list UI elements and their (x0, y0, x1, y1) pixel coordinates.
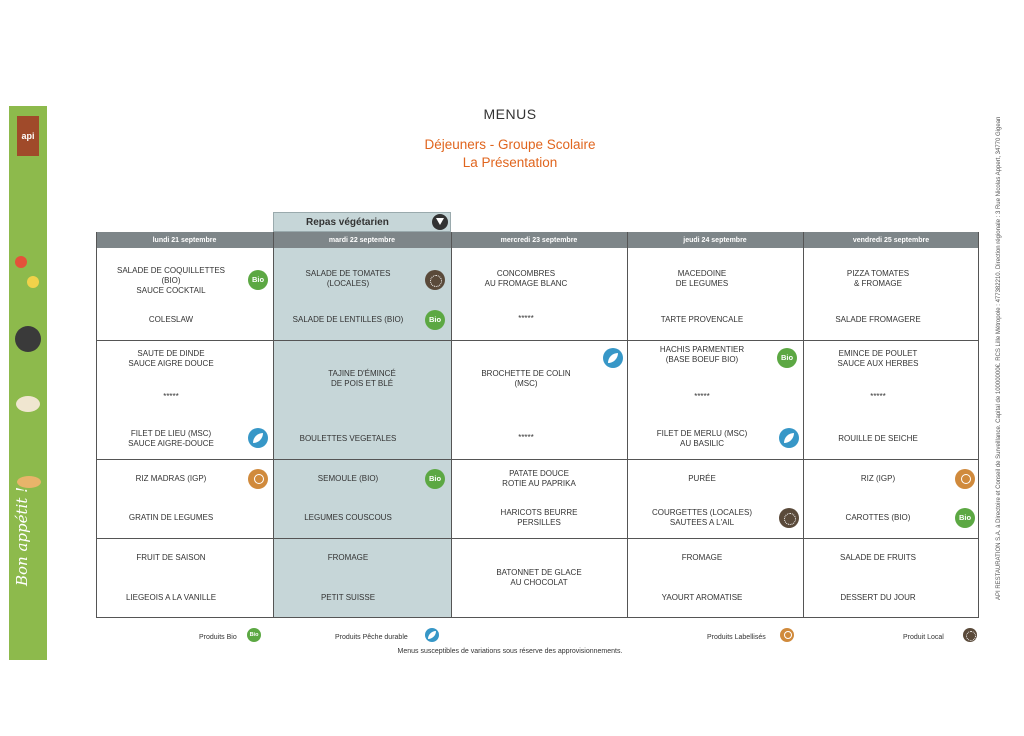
menu-item: SALADE DE TOMATES (LOCALES) (305, 269, 391, 288)
menu-item: DESSERT DU JOUR (840, 593, 916, 602)
decorative-scale-icon (15, 326, 41, 352)
menu-item-separator: ***** (694, 392, 710, 401)
menu-item: FILET DE MERLU (MSC) AU BASILIC (656, 429, 748, 448)
grid-line (96, 538, 979, 539)
menu-item: SAUTE DE DINDE SAUCE AIGRE DOUCE (128, 349, 214, 368)
disclaimer-note: Menus susceptibles de variations sous réserve des approvisionnements. (397, 648, 623, 655)
day-header-lundi: lundi 21 septembre (96, 232, 273, 248)
grid-line (96, 340, 979, 341)
bio-icon (425, 310, 445, 330)
api-logo: api (17, 116, 39, 156)
legend-local-label: Produit Local (903, 634, 944, 641)
menu-item: PETIT SUISSE (320, 593, 376, 602)
menu-item: RIZ (IGP) (860, 474, 896, 483)
menu-item-separator: ***** (163, 392, 179, 401)
menu-item: SEMOULE (BIO) (317, 474, 379, 483)
menu-item: FRUIT DE SAISON (136, 553, 206, 562)
vegetarian-banner-label: Repas végétarien (306, 216, 389, 228)
decorative-number: 23 (15, 691, 60, 735)
menu-item-separator: ***** (518, 314, 534, 323)
peche-durable-icon (248, 428, 268, 448)
bon-appetit-text: Bon appétit ! (13, 486, 31, 586)
grid-line (978, 232, 979, 618)
menu-item: PURÉE (688, 474, 716, 483)
menu-item: BROCHETTE DE COLIN (MSC) (481, 369, 571, 388)
menu-item: GRATIN DE LEGUMES (128, 513, 214, 522)
decorative-side-strip (9, 106, 60, 735)
menu-item: FROMAGE (327, 553, 369, 562)
menu-item: LEGUMES COUSCOUS (304, 513, 392, 522)
menu-item: COURGETTES (LOCALES) SAUTEES A L'AIL (651, 508, 752, 527)
menu-item: PIZZA TOMATES & FROMAGE (846, 269, 910, 288)
peche-durable-icon (779, 428, 799, 448)
peche-durable-icon (425, 628, 439, 642)
day-header-mercredi: mercredi 23 septembre (451, 232, 627, 248)
menu-item-separator: ***** (518, 433, 534, 442)
day-header-mardi: mardi 22 septembre (273, 232, 451, 248)
decorative-tomato (15, 256, 27, 268)
menu-item: HARICOTS BEURRE PERSILLES (500, 508, 578, 527)
menu-item: FROMAGE (681, 553, 723, 562)
menu-item: SALADE DE COQUILLETTES (BIO) SAUCE COCKTAIL (116, 266, 226, 295)
menu-item: ROUILLE DE SEICHE (838, 434, 918, 443)
decorative-lemon (27, 276, 39, 288)
legend-peche-label: Produits Pêche durable (335, 634, 408, 641)
legend-bio-label: Produits Bio (199, 634, 237, 641)
vegetarian-icon (432, 214, 448, 230)
grid-line (96, 459, 979, 460)
menu-item: TAJINE D'ÉMINCÉ DE POIS ET BLÉ (328, 369, 396, 388)
grid-line (96, 617, 979, 618)
menu-item: MACEDOINE DE LEGUMES (675, 269, 729, 288)
label-icon (248, 469, 268, 489)
menu-item-separator: ***** (870, 392, 886, 401)
menu-item: RIZ MADRAS (IGP) (135, 474, 207, 483)
page-subtitle: Déjeuners - Groupe Scolaire (424, 137, 596, 152)
label-icon (955, 469, 975, 489)
menu-item: COLESLAW (148, 315, 194, 324)
menu-item: CONCOMBRES AU FROMAGE BLANC (484, 269, 568, 288)
label-icon (780, 628, 794, 642)
peche-durable-icon (603, 348, 623, 368)
page-title: MENUS (483, 106, 537, 122)
menu-item: FILET DE LIEU (MSC) SAUCE AIGRE-DOUCE (128, 429, 214, 448)
menu-item: EMINCE DE POULET SAUCE AUX HERBES (837, 349, 919, 368)
menu-item: HACHIS PARMENTIER (BASE BOEUF BIO) (659, 345, 745, 364)
bio-icon (425, 469, 445, 489)
menu-item: SALADE DE LENTILLES (BIO) (292, 315, 404, 324)
day-header-vendredi: vendredi 25 septembre (803, 232, 979, 248)
menu-item: SALADE DE FRUITS (839, 553, 916, 562)
menu-item: TARTE PROVENCALE (660, 315, 744, 324)
menu-item: CAROTTES (BIO) (845, 513, 911, 522)
menu-item: BOULETTES VEGETALES (299, 434, 397, 443)
bio-icon (955, 508, 975, 528)
menu-item: BATONNET DE GLACE AU CHOCOLAT (496, 568, 582, 587)
bio-icon (247, 628, 261, 642)
menu-item: PATATE DOUCE ROTIE AU PAPRIKA (502, 469, 576, 488)
bio-icon (248, 270, 268, 290)
menu-item: SALADE FROMAGERE (835, 315, 921, 324)
menu-table (96, 232, 979, 618)
decorative-bowl (16, 396, 40, 412)
legal-notice (996, 116, 1006, 600)
local-product-icon (425, 270, 445, 290)
menu-item: LIEGEOIS A LA VANILLE (125, 593, 217, 602)
bio-icon (777, 348, 797, 368)
day-header-jeudi: jeudi 24 septembre (627, 232, 803, 248)
legend-labellises-label: Produits Labellisés (707, 634, 766, 641)
local-product-icon (963, 628, 977, 642)
vegetarian-banner (273, 212, 451, 232)
menu-item: YAOURT AROMATISE (661, 593, 743, 602)
school-name: La Présentation (462, 155, 558, 170)
legal-notice-text: API RESTAURATION S.A. à Directoire et Conseil de Surveillance. Capital de 10000000€. RCS Lille Métropole : 477382210. Direction régionale : 3 Rue Nicolas Appert, 34770 Gigean (996, 116, 1002, 600)
local-product-icon (779, 508, 799, 528)
